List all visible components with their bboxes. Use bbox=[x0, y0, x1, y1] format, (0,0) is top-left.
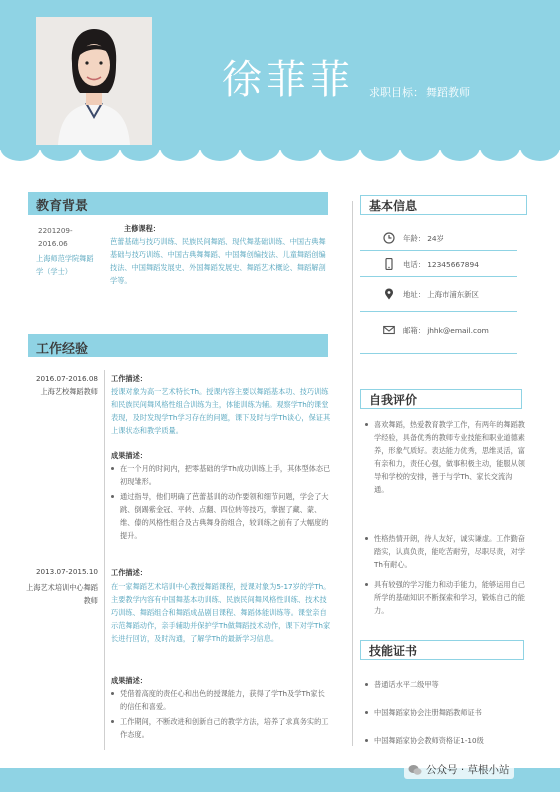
candidate-name: 徐菲菲 bbox=[222, 57, 354, 103]
education-school: 上海师范学院舞蹈学（学士） bbox=[36, 254, 94, 276]
divider bbox=[360, 353, 517, 354]
courses-label: 主修课程： bbox=[124, 224, 160, 233]
certificate-item: 中国舞蹈家协会注册舞蹈教师证书 bbox=[365, 706, 525, 719]
certificate-item: 中国舞蹈家协会教师资格证1-10级 bbox=[365, 734, 525, 747]
job-result-label: 成果描述： bbox=[111, 676, 147, 685]
job-desc-label: 工作描述： bbox=[111, 568, 147, 577]
info-phone: 电话： 12345667894 bbox=[383, 256, 479, 272]
job-result-item: 工作期间，不断改进和创新自己的教学方法，培养了求真务实的工作态度。 bbox=[111, 715, 331, 741]
watermark-text: 公众号 · 草根小站 bbox=[426, 764, 510, 776]
phone-icon bbox=[383, 258, 395, 270]
job-objective bbox=[369, 84, 470, 100]
right-column-divider bbox=[352, 201, 353, 746]
scallop-border bbox=[0, 147, 560, 171]
objective-value: 舞蹈教师 bbox=[426, 86, 470, 99]
divider bbox=[360, 250, 517, 251]
watermark bbox=[404, 760, 514, 779]
envelope-icon bbox=[383, 324, 395, 336]
divider bbox=[360, 311, 517, 312]
location-pin-icon bbox=[383, 288, 395, 300]
job-org: 上海艺术培训中心舞蹈教师 bbox=[26, 583, 98, 605]
info-address: 地址： 上海市浦东新区 bbox=[383, 286, 479, 302]
info-email: 邮箱： jhhk@email.com bbox=[383, 322, 489, 338]
self-eval-item: 性格热情开朗，待人友好，诚实谦虚。工作勤奋踏实，认真负责，能吃苦耐劳，尽职尽责，对学Th有耐心。 bbox=[365, 532, 525, 571]
job-desc-label: 工作描述： bbox=[111, 374, 147, 383]
basic-info-title: 基本信息 bbox=[369, 199, 418, 213]
info-age: 年龄： 24岁 bbox=[383, 230, 444, 246]
job-date: 2016.07-2016.08 bbox=[35, 374, 98, 383]
profile-photo bbox=[36, 17, 152, 145]
clock-icon bbox=[383, 232, 395, 244]
job-org: 上海艺校舞蹈教师 bbox=[40, 387, 98, 396]
divider bbox=[360, 276, 517, 277]
certificate-item: 普通话水平二级甲等 bbox=[365, 678, 525, 691]
job-date: 2013.07-2015.10 bbox=[35, 567, 98, 576]
job-result-label: 成果描述： bbox=[111, 451, 147, 460]
wechat-icon bbox=[408, 764, 422, 776]
education-title: 教育背景 bbox=[36, 199, 89, 214]
job-result-item: 通过指导，他们明确了芭蕾基训的动作要领和细节问题，学会了大跳、倒踢紫金冠、平转、点翻、四位转等技巧，掌握了藏、蒙、维、傣的风格性组合及古典舞身韵组合，较训练之前有了大幅度的提升。 bbox=[111, 490, 331, 542]
job-result-item: 在一个月的时间内，把零基础的学Th成功训练上手，其体型体态已初现雏形。 bbox=[111, 462, 331, 488]
self-eval-title: 自我评价 bbox=[369, 393, 418, 407]
work-timeline-line bbox=[104, 370, 105, 750]
self-eval-item: 具有较强的学习能力和动手能力，能够运用自己所学的基础知识不断探索和学习，锻炼自己的能力。 bbox=[365, 578, 525, 617]
job-desc: 在一家舞蹈艺术培训中心教授舞蹈课程，授课对象为5-17岁的学Th。主要教学内容有中国舞基本功训练、民族民间舞风格性训练、技术技巧训练、舞蹈组合和舞蹈成品剧目课程、舞蹈体能训练等。课堂亲自示范舞蹈动作，亲手辅助并保护学Th做舞蹈技术动作，课下对学Th家长进行回访，及时沟通，了解学Th的最新学习信息。 bbox=[111, 582, 331, 643]
job-desc: 授课对象为高一艺术特长Th。授课内容主要以舞蹈基本功、技巧训练和民族民间舞风格性组合训练为主，体能训练为辅。观察学Th的课堂表现，及时发现学Th学习存在的问题，课下及时与学Th谈心，保证其上课状态和教学质量。 bbox=[111, 387, 331, 435]
job-result-item: 凭借着高度的责任心和出色的授课能力，获得了学Th及学Th家长的信任和喜爱。 bbox=[111, 687, 331, 713]
objective-label: 求职目标： bbox=[369, 86, 424, 99]
self-eval-item: 喜欢舞蹈，热爱教育教学工作，有两年的舞蹈教学经验，具备优秀的教师专业技能和职业道德素养，形象气质好。表达能力优秀，思维灵活，富有亲和力，责任心强，做事积极主动，能服从领导和学校的安排，善于与学Th、家长交流沟通。 bbox=[365, 418, 525, 496]
certificates-title: 技能证书 bbox=[369, 644, 418, 658]
education-date: 2201209-2016.06 bbox=[38, 226, 73, 248]
courses-text: 芭蕾基础与技巧训练、民族民间舞蹈、现代舞基础训练、中国古典舞基础与技巧训练、中国古典舞舞蹈、中国舞创编技法、儿童舞蹈创编技法、中国舞蹈发展史、外国舞蹈发展史、舞蹈艺术概论、舞蹈解剖学等。 bbox=[110, 237, 326, 285]
work-title: 工作经验 bbox=[36, 342, 89, 357]
